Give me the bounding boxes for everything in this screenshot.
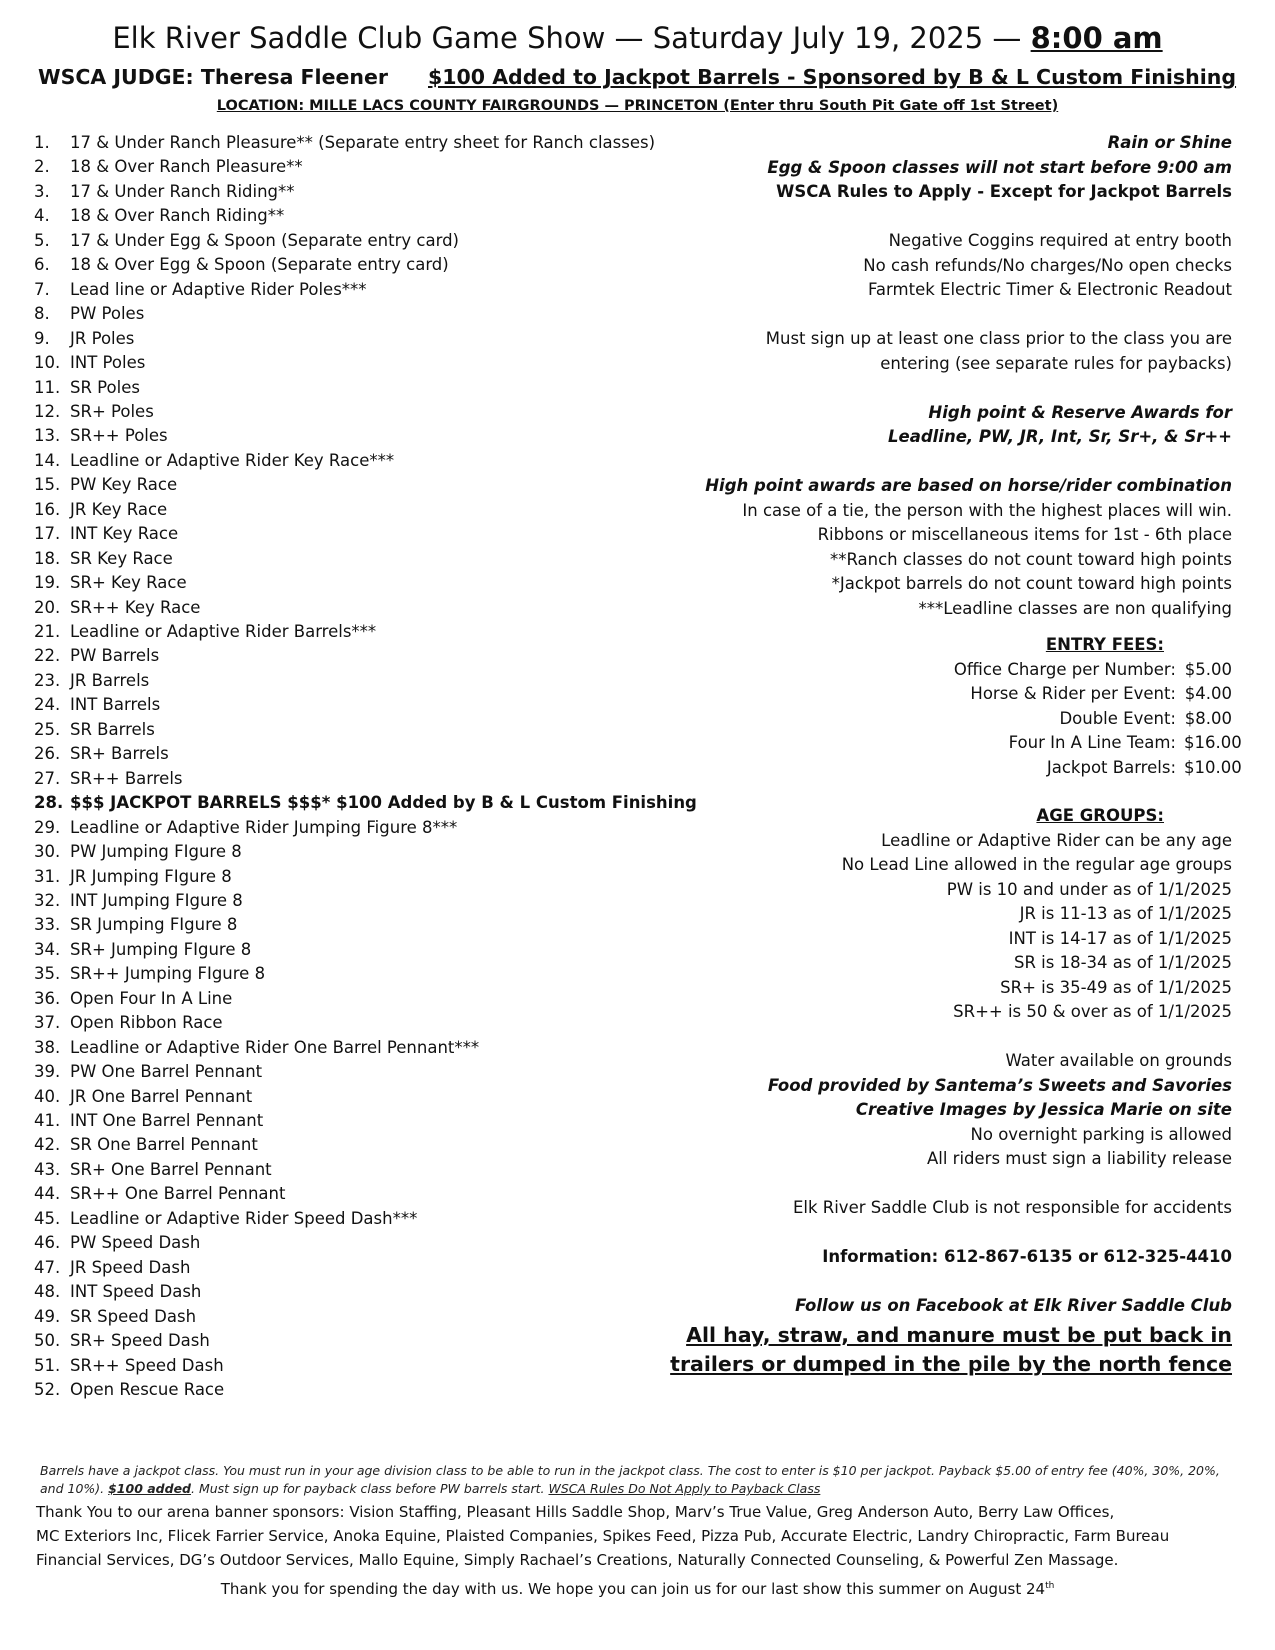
class-number: 19. [34, 573, 61, 593]
rain-or-shine: Rain or Shine [1107, 133, 1232, 152]
jackpot-sponsor-note: $100 Added to Jackpot Barrels - Sponsored by B & L Custom Finishing [428, 65, 1237, 89]
class-number: 44. [34, 1184, 61, 1204]
class-label: $$$ JACKPOT BARRELS $$$* $100 Added by B & L Custom Finishing [70, 793, 697, 813]
class-label: Lead line or Adaptive Rider Poles*** [70, 279, 367, 299]
class-number: 15. [34, 475, 61, 495]
jackpot-footer-note [40, 1462, 1240, 1498]
class-item [34, 790, 697, 815]
class-number: 2. [34, 157, 50, 177]
class-label: Open Four In A Line [70, 988, 233, 1008]
class-number: 37. [34, 1013, 61, 1033]
class-number: 46. [34, 1233, 61, 1253]
class-label: SR++ One Barrel Pennant [70, 1184, 286, 1204]
class-item [34, 1132, 258, 1157]
class-number: 13. [34, 426, 61, 446]
class-number: 11. [34, 377, 61, 397]
class-label: SR++ Jumping FIgure 8 [70, 964, 266, 984]
class-number: 4. [34, 206, 50, 226]
class-label: INT Speed Dash [70, 1282, 202, 1302]
ranch-points-note: **Ranch classes do not count toward high points [829, 549, 1232, 569]
class-number: 43. [34, 1159, 61, 1179]
class-number: 38. [34, 1037, 61, 1057]
class-item [34, 497, 167, 522]
age-group-row: SR++ is 50 & over as of 1/1/2025 [953, 1002, 1232, 1021]
class-label: Leadline or Adaptive Rider Barrels*** [70, 622, 377, 641]
class-item [34, 1255, 190, 1280]
timer-note: Farmtek Electric Timer & Electronic Readout [867, 280, 1232, 299]
class-number: 7. [34, 279, 50, 299]
class-label: INT One Barrel Pennant [70, 1111, 264, 1130]
class-number: 32. [34, 890, 61, 910]
class-label: SR One Barrel Pennant [70, 1135, 258, 1155]
class-label: SR Barrels [70, 719, 155, 739]
class-number: 24. [34, 695, 61, 715]
class-number: 27. [34, 768, 61, 788]
class-item [34, 546, 173, 571]
class-item [34, 1035, 479, 1060]
class-label: SR++ Speed Dash [70, 1355, 224, 1375]
class-label: JR Barrels [70, 670, 150, 690]
class-label: JR One Barrel Pennant [70, 1086, 253, 1106]
class-item [34, 375, 140, 400]
class-number: 12. [34, 401, 61, 421]
closing-text: Thank you for spending the day with us. We hope you can join us for our last show this summer on August 24 [220, 1580, 1046, 1598]
class-label: 17 & Under Ranch Riding** [70, 181, 295, 201]
class-number: 47. [34, 1257, 61, 1277]
class-label: JR Key Race [70, 499, 168, 519]
combination-note: High point awards are based on horse/rider combination [705, 476, 1232, 495]
class-number: 8. [34, 304, 50, 324]
class-number: 14. [34, 450, 61, 470]
footer-note-part-a: Barrels have a jackpot class. You must run in your age division class to be able to run in the jackpot class. The cost to enter is $10 per jackpot. Payback $5.00 of entry fee (40%, 30%, 20%, and 10%). [40, 1463, 1220, 1496]
class-item [34, 1304, 196, 1329]
facebook-note: Follow us on Facebook at Elk River Saddle Club [795, 1296, 1232, 1315]
class-item [34, 692, 160, 717]
class-item [34, 912, 237, 937]
signup-note-1: Must sign up at least one class prior to the class you are [765, 329, 1232, 348]
class-item [34, 1206, 417, 1231]
rules-note: WSCA Rules to Apply - Except for Jackpot Barrels [776, 182, 1232, 201]
class-item [34, 252, 449, 277]
class-item [34, 1279, 201, 1304]
class-item [34, 668, 149, 693]
class-item [34, 326, 134, 351]
class-item [34, 350, 145, 375]
age-group-row: Leadline or Adaptive Rider can be any age [881, 830, 1232, 850]
entry-fee-label: Jackpot Barrels: [1046, 757, 1176, 777]
class-label: 18 & Over Ranch Riding** [70, 206, 285, 226]
class-item [34, 888, 243, 913]
class-label: SR+ Jumping FIgure 8 [70, 939, 252, 959]
class-number: 25. [34, 719, 61, 739]
class-label: SR+ Barrels [70, 744, 169, 764]
class-item [34, 986, 232, 1011]
entry-fee-row [954, 657, 1232, 682]
class-label: Open Rescue Race [70, 1379, 225, 1399]
class-label: 17 & Under Egg & Spoon (Separate entry card) [70, 230, 459, 250]
class-item [34, 1010, 223, 1035]
class-label: INT Jumping FIgure 8 [70, 890, 243, 910]
age-group-row: SR is 18-34 as of 1/1/2025 [1013, 953, 1232, 972]
class-number: 29. [34, 817, 61, 837]
class-number: 52. [34, 1379, 61, 1399]
responsibility-note: Elk River Saddle Club is not responsible for accidents [792, 1198, 1232, 1217]
class-item [34, 1230, 200, 1255]
class-number: 10. [34, 353, 61, 373]
class-item [34, 1377, 224, 1402]
class-item [34, 203, 284, 228]
judge-name: WSCA JUDGE: Theresa Fleener [38, 65, 388, 89]
class-label: JR Jumping FIgure 8 [70, 866, 232, 886]
footer-note-added: $100 added [108, 1481, 192, 1496]
sponsors-line-2: MC Exteriors Inc, Flicek Farrier Service, Anoka Equine, Plaisted Companies, Spikes Feed, Pizza Pub, Accurate Electric, Landry Chiropractic, Farm Bureau [36, 1527, 1170, 1545]
entry-fee-amount: $10.00 [1184, 757, 1242, 777]
class-label: PW Jumping FIgure 8 [70, 842, 242, 862]
class-item [34, 595, 200, 620]
class-item [34, 1108, 263, 1133]
class-label: 18 & Over Ranch Pleasure** [70, 157, 303, 177]
class-item [34, 423, 168, 448]
age-group-row: No Lead Line allowed in the regular age groups [841, 855, 1232, 874]
class-label: Open Ribbon Race [70, 1013, 223, 1033]
class-label: INT Key Race [70, 524, 179, 544]
class-item [34, 1353, 224, 1378]
hay-notice-2: trailers or dumped in the pile by the north fence [670, 1352, 1232, 1376]
class-number: 18. [34, 548, 61, 568]
class-number: 51. [34, 1355, 61, 1375]
entry-fee-label: Horse & Rider per Event: [970, 684, 1176, 703]
class-label: SR Key Race [70, 548, 173, 568]
class-label: SR+ Poles [70, 401, 154, 421]
entry-fee-row [1046, 755, 1242, 780]
class-number: 45. [34, 1208, 61, 1228]
class-label: JR Poles [70, 328, 135, 348]
class-label: INT Poles [70, 353, 146, 373]
class-number: 16. [34, 499, 61, 519]
footer-note-part-c: . Must sign up for payback class before PW barrels start. [191, 1481, 549, 1496]
class-number: 3. [34, 181, 50, 201]
class-number: 23. [34, 670, 61, 690]
class-number: 42. [34, 1135, 61, 1155]
class-label: Leadline or Adaptive Rider Key Race*** [70, 450, 395, 470]
footer-note-rules: WSCA Rules Do Not Apply to Payback Class [548, 1481, 821, 1496]
class-item [34, 619, 376, 644]
class-item [34, 643, 159, 668]
refunds-note: No cash refunds/No charges/No open checks [863, 255, 1232, 275]
coggins-note: Negative Coggins required at entry booth [888, 231, 1232, 250]
food-note: Food provided by Santema’s Sweets and Savories [767, 1075, 1232, 1095]
class-label: SR++ Key Race [70, 597, 201, 617]
class-item [34, 301, 144, 326]
class-number: 1. [34, 133, 50, 152]
class-label: SR Poles [70, 377, 140, 397]
class-item [34, 1328, 210, 1353]
class-label: INT Barrels [70, 695, 161, 715]
class-item [34, 521, 178, 546]
entry-fee-row [970, 681, 1232, 706]
entry-fee-amount: $4.00 [1184, 684, 1232, 703]
sponsors-block [36, 1500, 1246, 1572]
class-item [34, 1181, 285, 1206]
entry-fee-amount: $5.00 [1184, 659, 1232, 679]
class-number: 30. [34, 842, 61, 862]
class-item [34, 1059, 262, 1084]
entry-fee-label: Four In A Line Team: [1008, 733, 1176, 752]
closing-superscript: th [1045, 1581, 1055, 1591]
class-item [34, 717, 155, 742]
class-number: 21. [34, 622, 61, 641]
class-item [34, 399, 154, 424]
class-label: SR++ Poles [70, 426, 168, 446]
class-item [34, 741, 169, 766]
class-item [34, 179, 295, 204]
class-label: Leadline or Adaptive Rider Jumping Figure 8*** [70, 817, 458, 837]
class-item [34, 961, 265, 986]
age-groups-heading: AGE GROUPS: [1036, 806, 1164, 825]
highpoint-note-2: Leadline, PW, JR, Int, Sr, Sr+, & Sr++ [887, 427, 1232, 446]
entry-fee-amount: $16.00 [1184, 733, 1242, 752]
sponsors-line-1: Thank You to our arena banner sponsors: Vision Staffing, Pleasant Hills Saddle Shop, Marv’s True Value, Greg Anderson Auto, Berry Law Offices, [36, 1503, 1115, 1521]
class-label: 18 & Over Egg & Spoon (Separate entry card) [70, 255, 449, 275]
class-label: PW Key Race [70, 475, 178, 495]
class-number: 9. [34, 328, 50, 348]
class-number: 33. [34, 915, 61, 935]
entry-fees-heading: ENTRY FEES: [1045, 635, 1164, 654]
hay-notice-1: All hay, straw, and manure must be put back in [686, 1323, 1232, 1347]
location-line: LOCATION: MILLE LACS COUNTY FAIRGROUNDS — PRINCETON (Enter thru South Pit Gate off 1st Street) [216, 98, 1059, 114]
class-item [34, 815, 457, 840]
class-item [34, 448, 394, 473]
class-item [34, 1084, 252, 1109]
entry-fee-label: Double Event: [1059, 708, 1176, 728]
age-group-row: PW is 10 and under as of 1/1/2025 [946, 879, 1232, 899]
parking-note: No overnight parking is allowed [970, 1124, 1232, 1144]
class-label: SR Speed Dash [70, 1306, 197, 1326]
water-note: Water available on grounds [1005, 1051, 1232, 1070]
class-item [34, 937, 251, 962]
class-item [34, 277, 367, 302]
class-label: PW Poles [70, 304, 145, 324]
release-note: All riders must sign a liability release [926, 1149, 1232, 1168]
class-item [34, 130, 655, 155]
class-item [34, 154, 303, 179]
class-label: Leadline or Adaptive Rider Speed Dash*** [70, 1208, 418, 1228]
class-item [34, 839, 242, 864]
class-number: 39. [34, 1062, 61, 1082]
class-label: PW Speed Dash [70, 1233, 201, 1253]
information-phone: Information: 612-867-6135 or 612-325-4410 [822, 1247, 1232, 1266]
entry-fee-row [1008, 730, 1242, 755]
class-item [34, 766, 183, 791]
age-group-row: JR is 11-13 as of 1/1/2025 [1019, 904, 1232, 923]
entry-fee-amount: $8.00 [1184, 708, 1232, 728]
class-item [34, 570, 187, 595]
class-number: 41. [34, 1111, 61, 1130]
class-number: 35. [34, 964, 61, 984]
class-number: 50. [34, 1331, 61, 1351]
class-number: 31. [34, 866, 61, 886]
class-label: SR Jumping FIgure 8 [70, 915, 238, 935]
class-number: 28. [34, 793, 64, 813]
title-main: Elk River Saddle Club Game Show — Saturday July 19, 2025 — [112, 21, 1031, 55]
entry-fee-row [1059, 706, 1232, 731]
ribbons-note: Ribbons or miscellaneous items for 1st - 6th place [817, 525, 1232, 544]
class-number: 34. [34, 939, 61, 959]
class-label: SR+ Key Race [70, 573, 187, 593]
page-title [0, 20, 1275, 56]
class-number: 20. [34, 597, 61, 617]
class-label: PW Barrels [70, 646, 160, 666]
class-label: PW One Barrel Pennant [70, 1062, 263, 1082]
egg-spoon-note: Egg & Spoon classes will not start before 9:00 am [767, 157, 1232, 177]
title-time: 8:00 am [1030, 21, 1163, 55]
class-label: JR Speed Dash [70, 1257, 191, 1277]
class-label: SR+ Speed Dash [70, 1331, 210, 1351]
class-number: 48. [34, 1282, 61, 1302]
class-number: 40. [34, 1086, 61, 1106]
images-note: Creative Images by Jessica Marie on site [855, 1100, 1232, 1119]
leadline-note: ***Leadline classes are non qualifying [918, 598, 1232, 618]
class-item [34, 1157, 272, 1182]
class-item [34, 472, 177, 497]
entry-fee-label: Office Charge per Number: [953, 659, 1176, 679]
class-number: 6. [34, 255, 50, 275]
class-number: 17. [34, 524, 61, 544]
jackpot-points-note: *Jackpot barrels do not count toward high points [831, 574, 1232, 593]
tie-note: In case of a tie, the person with the highest places will win. [742, 500, 1232, 520]
class-item [34, 864, 232, 889]
age-group-row: SR+ is 35-49 as of 1/1/2025 [1000, 977, 1232, 997]
closing-line [0, 1575, 1275, 1600]
highpoint-note-1: High point & Reserve Awards for [928, 402, 1232, 422]
age-group-row: INT is 14-17 as of 1/1/2025 [1008, 928, 1232, 948]
class-number: 36. [34, 988, 61, 1008]
class-item [34, 228, 459, 253]
class-number: 49. [34, 1306, 61, 1326]
class-number: 26. [34, 744, 61, 764]
class-label: SR++ Barrels [70, 768, 183, 788]
class-number: 5. [34, 230, 50, 250]
class-number: 22. [34, 646, 61, 666]
class-label: SR+ One Barrel Pennant [70, 1159, 272, 1179]
class-label: Leadline or Adaptive Rider One Barrel Pennant*** [70, 1037, 480, 1057]
sponsors-line-3: Financial Services, DG’s Outdoor Services, Mallo Equine, Simply Rachael’s Creations, Naturally Connected Counseling, & Powerful Zen Massage. [36, 1551, 1119, 1569]
signup-note-2: entering (see separate rules for paybacks) [880, 353, 1232, 373]
class-label: 17 & Under Ranch Pleasure** (Separate entry sheet for Ranch classes) [70, 133, 656, 152]
